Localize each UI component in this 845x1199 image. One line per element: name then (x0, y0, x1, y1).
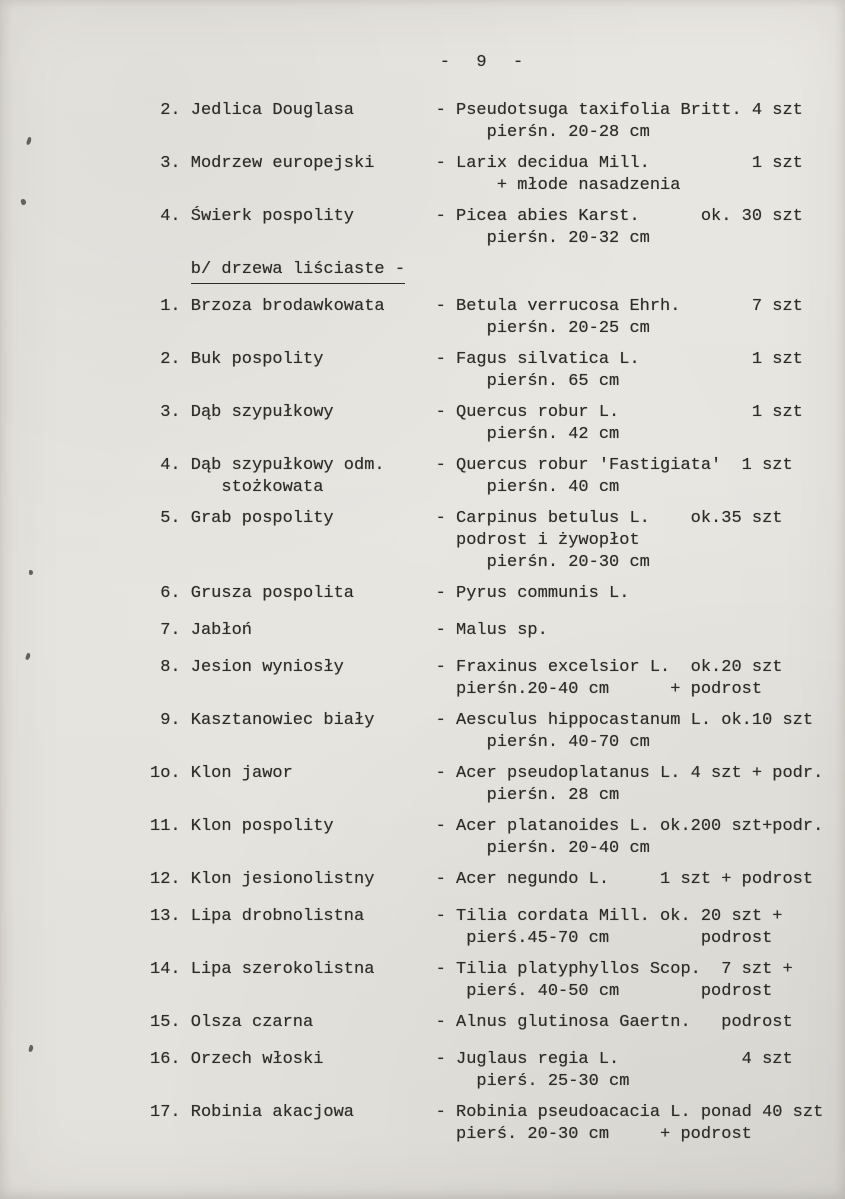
latin-name (436, 206, 803, 250)
polish-name-line: Klon jawor (190, 764, 293, 783)
latin-name-line: pierśn. 20-25 cm (435, 319, 650, 338)
polish-name-line: Jedlica Douglasa (190, 101, 355, 120)
latin-name-line: - Betula verrucosa Ehrh. 7 szt (435, 297, 803, 316)
polish-name-line: Modrzew europejski (190, 154, 375, 173)
list-item (150, 816, 824, 860)
entry-number: 15. (150, 1013, 181, 1032)
latin-name-line: - Tilia cordata Mill. ok. 20 szt + (435, 907, 783, 926)
latin-name-line: - Aesculus hippocastanum L. ok.10 szt (435, 711, 814, 730)
list-item (150, 153, 815, 197)
list-item (150, 508, 815, 574)
latin-name-line: pierśn. 40-70 cm (435, 733, 650, 752)
polish-name-line: Brzoza brodawkowata (190, 297, 385, 316)
latin-name (436, 869, 813, 891)
document-body (150, 100, 824, 1146)
latin-name (436, 153, 803, 197)
polish-name-line: Grusza pospolita (190, 584, 355, 603)
list-item (150, 349, 815, 393)
entry-number: 3. (160, 403, 181, 422)
polish-name-line: Klon pospolity (190, 817, 334, 836)
polish-name (191, 402, 436, 424)
latin-name-line: pierśn. 28 cm (435, 786, 620, 805)
latin-name-line: - Alnus glutinosa Gaertn. podrost (435, 1013, 793, 1032)
list-item (150, 1102, 824, 1146)
scan-artifact (25, 653, 31, 661)
latin-name-line: + młode nasadzenia (435, 176, 681, 195)
list-item (150, 206, 815, 250)
entry-number: 8. (160, 658, 181, 677)
polish-name (191, 620, 436, 642)
latin-name-line: pierśn. 20-40 cm (435, 839, 650, 858)
polish-name-line: Olsza czarna (190, 1013, 314, 1032)
latin-name (436, 100, 803, 144)
latin-name-line: pierśn. 65 cm (435, 372, 620, 391)
polish-name (191, 583, 436, 605)
latin-name-line: - Larix decidua Mill. 1 szt (435, 154, 803, 173)
polish-name (191, 869, 436, 891)
latin-name-line: pierś.45-70 cm podrost (435, 929, 773, 948)
latin-name (436, 620, 548, 642)
latin-name-line: pierśn. 20-32 cm (435, 229, 650, 248)
polish-name-line: Lipa szerokolistna (190, 960, 375, 979)
list-item (150, 296, 815, 340)
entry-number: 13. (150, 907, 181, 926)
entry-number: 17. (150, 1103, 181, 1122)
list-item (150, 583, 815, 605)
latin-name-line: pierś. 20-30 cm + podrost (435, 1125, 752, 1144)
latin-name (436, 763, 824, 807)
latin-name-line: pierśn.20-40 cm + podrost (435, 680, 763, 699)
polish-name (191, 763, 436, 785)
page-number: - 9 - (439, 53, 526, 72)
latin-name-line: pierśn. 20-30 cm (435, 553, 650, 572)
polish-name (191, 296, 436, 318)
entry-number: 1o. (150, 764, 181, 783)
latin-name-line: pierśn. 20-28 cm (435, 123, 650, 142)
latin-name (436, 959, 793, 1003)
latin-name (436, 583, 630, 605)
polish-name-line: Świerk pospolity (190, 207, 355, 226)
entry-number: 6. (160, 584, 181, 603)
entry-number: 16. (150, 1050, 181, 1069)
latin-name-line: - Tilia platyphyllos Scop. 7 szt + (435, 960, 793, 979)
latin-name (436, 906, 783, 950)
list-item (150, 402, 815, 446)
latin-name-line: - Pyrus communis L. (435, 584, 630, 603)
section-heading: b/ drzewa liściaste - (191, 259, 405, 284)
entry-number: 9. (160, 711, 181, 730)
polish-name (191, 206, 436, 228)
polish-name (191, 1049, 436, 1071)
scan-artifact (20, 199, 26, 206)
latin-name-line: podrost i żywopłot (435, 531, 640, 550)
polish-name-line: Jesion wyniosły (190, 658, 344, 677)
latin-name-line: - Malus sp. (435, 621, 548, 640)
latin-name-line: - Juglaus regia L. 4 szt (435, 1050, 793, 1069)
polish-name (191, 959, 436, 981)
entry-number: 4. (160, 456, 181, 475)
list-item (150, 657, 815, 701)
latin-name-line: - Picea abies Karst. ok. 30 szt (435, 207, 803, 226)
list-item (150, 959, 815, 1003)
polish-name (191, 100, 436, 122)
latin-name-line: - Acer pseudoplatanus L. 4 szt + podr. (435, 764, 824, 783)
entry-number: 12. (150, 870, 181, 889)
polish-name (191, 508, 436, 530)
polish-name-line: Dąb szypułkowy (190, 403, 334, 422)
latin-name-line: - Quercus robur 'Fastigiata' 1 szt (435, 456, 793, 475)
latin-name-line: - Quercus robur L. 1 szt (435, 403, 803, 422)
polish-name (191, 816, 436, 838)
entry-number: 2. (160, 350, 181, 369)
polish-name-line: Buk pospolity (190, 350, 324, 369)
list-item (150, 620, 815, 642)
list-item (150, 710, 815, 754)
polish-name-line: Klon jesionolistny (190, 870, 375, 889)
latin-name-line: pierśn. 42 cm (435, 425, 620, 444)
list-item (150, 1049, 815, 1093)
latin-name-line: - Acer platanoides L. ok.200 szt+podr. (435, 817, 824, 836)
section-heading-row (191, 259, 815, 284)
polish-name-line: Orzech włoski (190, 1050, 324, 1069)
latin-name-line: pierś. 40-50 cm podrost (435, 982, 773, 1001)
latin-name-line: pierśn. 40 cm (435, 478, 620, 497)
polish-name-line: Kasztanowiec biały (190, 711, 375, 730)
latin-name (436, 455, 793, 499)
entry-number: 1. (160, 297, 181, 316)
polish-name (191, 153, 436, 175)
latin-name (436, 402, 803, 446)
latin-name-line: - Carpinus betulus L. ok.35 szt (435, 509, 783, 528)
latin-name-line: - Acer negundo L. 1 szt + podrost (435, 870, 814, 889)
polish-name-line: Lipa drobnolistna (190, 907, 365, 926)
scan-artifact (29, 570, 33, 575)
latin-name (436, 1012, 793, 1034)
entry-number: 2. (160, 101, 181, 120)
list-item (150, 869, 815, 891)
polish-name (191, 1102, 436, 1124)
polish-name (191, 906, 436, 928)
latin-name (436, 349, 803, 393)
polish-name-line: Jabłoń (190, 621, 252, 640)
polish-name (191, 455, 436, 499)
latin-name-line: - Robinia pseudoacacia L. ponad 40 szt (435, 1103, 824, 1122)
polish-name-line: stożkowata (190, 478, 324, 497)
scan-artifact (28, 1045, 34, 1053)
entry-number: 11. (150, 817, 181, 836)
entry-number: 14. (150, 960, 181, 979)
latin-name (436, 508, 783, 574)
entry-number: 3. (160, 154, 181, 173)
polish-name (191, 710, 436, 732)
latin-name-line: - Fraxinus excelsior L. ok.20 szt (435, 658, 783, 677)
polish-name-line: Dąb szypułkowy odm. (190, 456, 385, 475)
list-item (150, 100, 815, 144)
list-item (150, 763, 824, 807)
polish-name (191, 1012, 436, 1034)
entry-number: 5. (160, 509, 181, 528)
latin-name (436, 1049, 793, 1093)
polish-name (191, 657, 436, 679)
latin-name (436, 296, 803, 340)
latin-name-line: - Fagus silvatica L. 1 szt (435, 350, 803, 369)
latin-name (436, 710, 813, 754)
entry-number: 4. (160, 207, 181, 226)
polish-name (191, 349, 436, 371)
polish-name-line: Robinia akacjowa (190, 1103, 355, 1122)
polish-name-line: Grab pospolity (190, 509, 334, 528)
latin-name-line: - Pseudotsuga taxifolia Britt. 4 szt (435, 101, 803, 120)
latin-name (436, 1102, 824, 1146)
latin-name (436, 816, 824, 860)
entry-number: 7. (160, 621, 181, 640)
scan-artifact (26, 137, 32, 146)
list-item (150, 455, 815, 499)
latin-name (436, 657, 783, 701)
list-item (150, 1012, 815, 1034)
list-item (150, 906, 815, 950)
latin-name-line: pierś. 25-30 cm (435, 1072, 630, 1091)
